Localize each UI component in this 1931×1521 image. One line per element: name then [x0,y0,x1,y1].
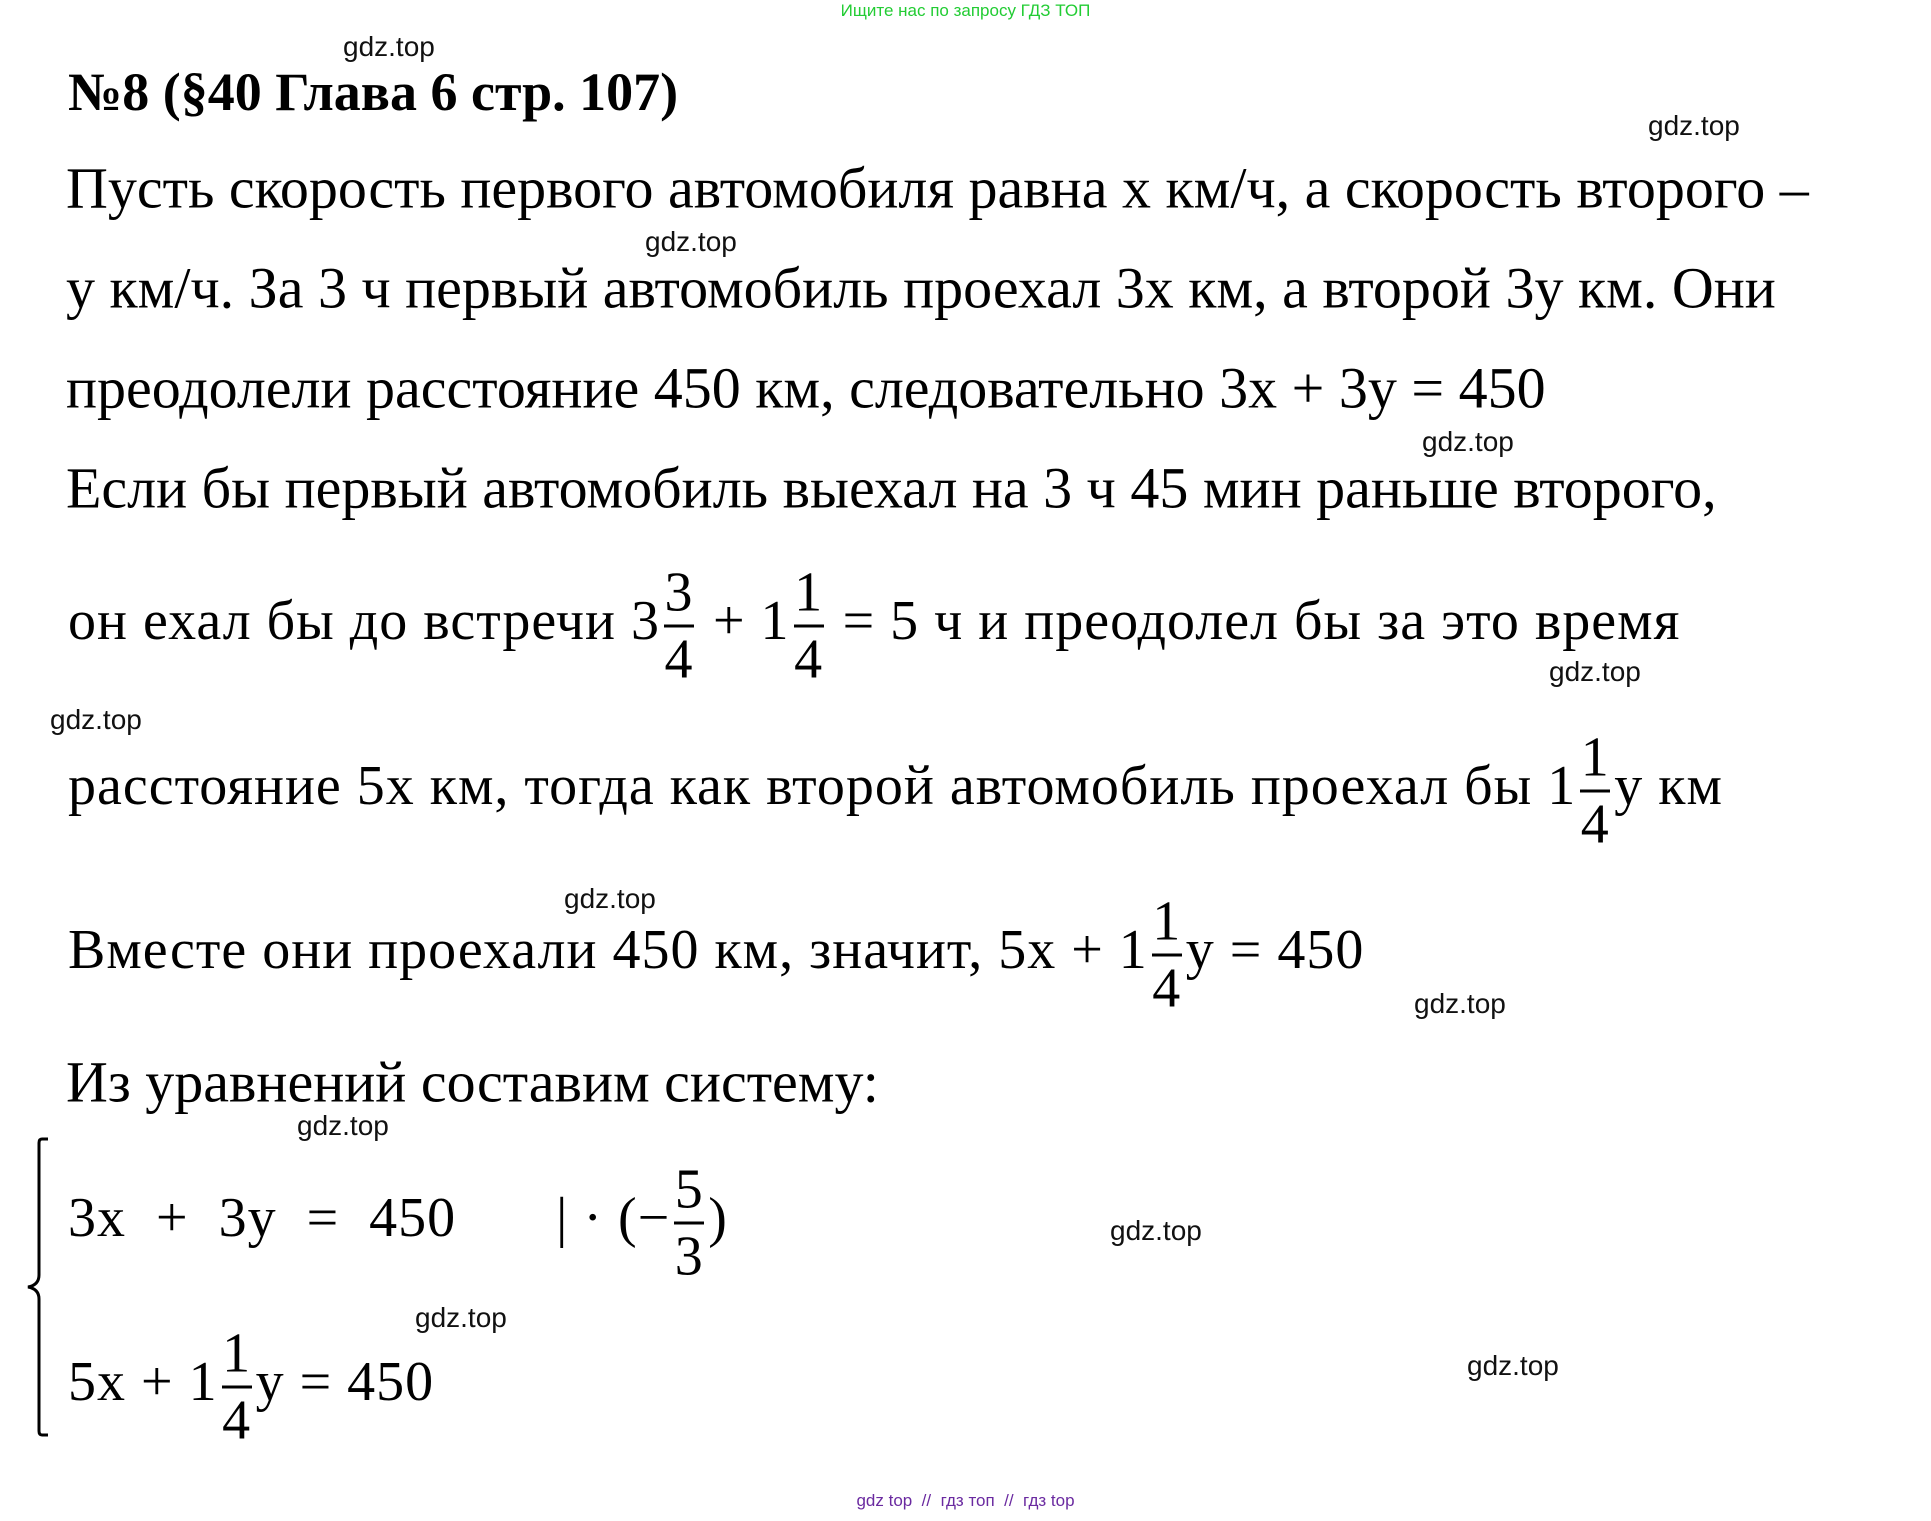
denominator: 3 [674,1225,704,1288]
text-line: y км/ч. За 3 ч первый автомобиль проехал 3x км, а второй 3y км. Они [66,255,1776,321]
denominator: 4 [1580,793,1610,856]
watermark: gdz.top [1110,1215,1202,1246]
numerator: 3 [664,561,694,624]
fraction-bar [1152,954,1182,957]
system-brace [24,1135,54,1440]
fraction [664,561,694,691]
equation: 3x + 3y = 450 [68,1186,457,1249]
denominator: 4 [222,1389,252,1452]
numerator: 5 [674,1158,704,1221]
text: 5x + 1 [68,1350,218,1413]
text: он ехал бы до встречи 3 [68,589,660,652]
text: y = 450 [255,1350,435,1413]
text: = 5 ч и преодолел бы за это время [842,589,1681,652]
numerator: 1 [1152,890,1182,953]
watermark: gdz.top [50,704,142,735]
watermark: gdz.top [645,226,737,257]
watermark: gdz.top [297,1110,389,1141]
fraction-bar [1580,790,1610,793]
denominator: 4 [794,628,824,691]
text-line: Из уравнений составим систему: [66,1049,879,1115]
fraction-bar [674,1222,704,1225]
watermark: gdz.top [1422,426,1514,457]
text-line: преодолели расстояние 450 км, следовательно 3x + 3y = 450 [66,355,1546,421]
page-title: №8 (§40 Глава 6 стр. 107) [68,62,679,122]
watermark: gdz.top [1467,1350,1559,1381]
fraction-bar [664,625,694,628]
text: расстояние 5x км, тогда как второй автомобиль проехал бы 1 [68,754,1577,817]
numerator: 1 [794,561,824,624]
watermark: gdz.top [1549,656,1641,687]
system-equation-2 [68,1322,435,1452]
watermark: gdz.top [343,31,435,62]
fraction [794,561,824,691]
fraction [1580,726,1610,856]
fraction-bar [794,625,824,628]
fraction [222,1322,252,1452]
denominator: 4 [1152,957,1182,1020]
text: + 1 [712,589,790,652]
numerator: 1 [1580,726,1610,789]
search-ad-link[interactable]: Ищите нас по запросу ГДЗ ТОП [840,1,1091,20]
text: y км [1614,754,1723,817]
watermark: gdz.top [564,883,656,914]
text-line-fractions [68,726,1723,856]
text-line-fractions [68,561,1681,691]
text-line-fractions [68,890,1365,1020]
system-equation-1 [68,1158,728,1288]
text: Вместе они проехали 450 км, значит, 5x + 1 [68,918,1148,981]
fraction [674,1158,704,1288]
fraction-bar [222,1386,252,1389]
watermark: gdz.top [1648,110,1740,141]
footer-links[interactable]: gdz top // гдз топ // гдз top [856,1491,1075,1510]
multiplier: | · (− [556,1186,671,1249]
text-line: Пусть скорость первого автомобиля равна x км/ч, а скорость второго – [66,155,1809,221]
close-paren: ) [708,1186,728,1249]
watermark: gdz.top [1414,988,1506,1019]
numerator: 1 [222,1322,252,1385]
text: y = 450 [1185,918,1365,981]
denominator: 4 [664,628,694,691]
text-line: Если бы первый автомобиль выехал на 3 ч 45 мин раньше второго, [66,455,1717,521]
watermark: gdz.top [415,1302,507,1333]
fraction [1152,890,1182,1020]
